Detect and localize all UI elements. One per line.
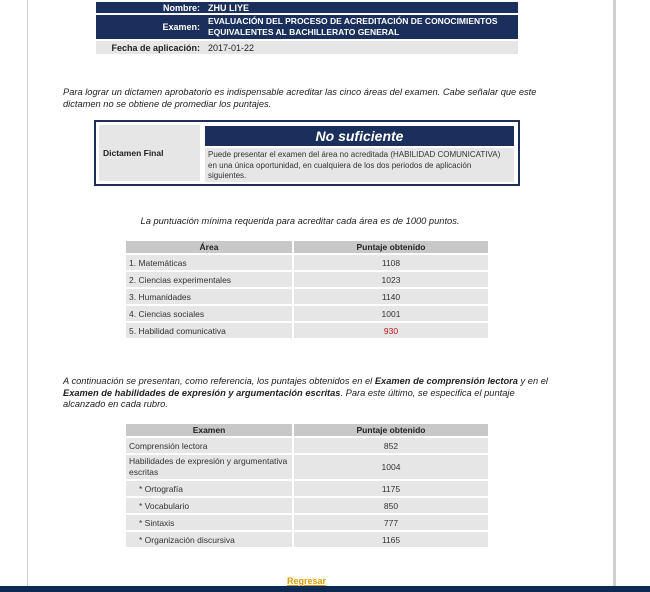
areas-header-row: [126, 241, 488, 253]
dictamen-box: [94, 120, 520, 186]
nombre-row: [96, 2, 518, 13]
exam-score: 1004: [294, 455, 488, 479]
area-name: 2. Ciencias experimentales: [126, 272, 292, 287]
exam-score: 777: [294, 515, 488, 530]
table-row: [126, 515, 488, 530]
exams-header-row: [126, 424, 488, 436]
reference-bold-1: Examen de comprensión lectora: [374, 376, 518, 386]
dictamen-label: Dictamen Final: [99, 125, 200, 181]
fecha-value: 2017-01-22: [204, 41, 518, 54]
dictamen-message: Puede presentar el examen del área no acreditada (HABILIDAD COMUNICATIVA) en una única oportunidad, en cualquiera de los dos periodos de aplicación siguientes.: [205, 148, 514, 182]
table-row: [126, 272, 488, 287]
exam-name: * Sintaxis: [126, 515, 292, 530]
fecha-row: [96, 41, 518, 54]
area-name: 4. Ciencias sociales: [126, 306, 292, 321]
area-name: 3. Humanidades: [126, 289, 292, 304]
exam-name: Comprensión lectora: [126, 438, 292, 453]
areas-header-score: Puntaje obtenido: [294, 241, 488, 253]
exam-name: * Organización discursiva: [126, 532, 292, 547]
regresar-link[interactable]: Regresar: [287, 576, 327, 586]
table-row: [126, 255, 488, 270]
exam-name: * Ortografía: [126, 481, 292, 496]
reference-text-2: y en el: [517, 376, 548, 386]
table-row: [126, 306, 488, 321]
examen-value: EVALUACIÓN DEL PROCESO DE ACREDITACIÓN DE CONOCIMIENTOS EQUIVALENTES AL BACHILLERATO GENERAL: [204, 15, 518, 39]
area-score: 1140: [294, 289, 488, 304]
areas-table: [124, 239, 490, 340]
table-row: [126, 438, 488, 453]
reference-text-3: . Para este último, se especifica el puntaje alcanzado en cada rubro.: [63, 387, 515, 409]
exam-name: * Vocabulario: [126, 498, 292, 513]
reference-bold-2: Examen de habilidades de expresión y argumentación escritas: [63, 387, 341, 398]
page-bottom-bar: [0, 586, 650, 592]
nombre-label: Nombre:: [96, 2, 204, 13]
table-row: [126, 455, 488, 479]
exam-score: 852: [294, 438, 488, 453]
table-row: [126, 289, 488, 304]
area-name: 1. Matemáticas: [126, 255, 292, 270]
area-name: 5. Habilidad comunicativa: [126, 323, 292, 338]
table-row: [126, 498, 488, 513]
exam-name: Habilidades de expresión y argumentativa escritas: [126, 455, 292, 479]
table-row: [126, 481, 488, 496]
page-right-border: [613, 0, 616, 592]
reference-paragraph: [63, 376, 549, 411]
reference-text-1: A continuación se presentan, como referencia, los puntajes obtenidos en el: [63, 376, 375, 386]
intro-paragraph: Para lograr un dictamen aprobatorio es indispensable acreditar las cinco áreas del examen. Cabe señalar que este dictamen no se obtiene de promediar los puntajes.: [63, 87, 537, 109]
table-row: [126, 532, 488, 547]
nombre-value: ZHU LIYE: [204, 2, 518, 13]
area-score-failing: 930: [294, 323, 488, 338]
exams-header-score: Puntaje obtenido: [294, 424, 488, 436]
exam-score: 1175: [294, 481, 488, 496]
exam-score: 850: [294, 498, 488, 513]
exams-table: [124, 422, 490, 549]
examen-row: [96, 15, 518, 39]
page-left-border: [27, 0, 28, 592]
fecha-label: Fecha de aplicación:: [96, 41, 204, 54]
exams-header-name: Examen: [126, 424, 292, 436]
exam-score: 1165: [294, 532, 488, 547]
areas-header-area: Área: [126, 241, 292, 253]
min-score-note: La puntuación mínima requerida para acreditar cada área es de 1000 puntos.: [140, 216, 460, 226]
candidate-info-table: [96, 0, 518, 56]
table-row: [126, 323, 488, 338]
examen-label: Examen:: [96, 15, 204, 39]
area-score: 1023: [294, 272, 488, 287]
area-score: 1001: [294, 306, 488, 321]
area-score: 1108: [294, 255, 488, 270]
dictamen-result: No suficiente: [205, 126, 514, 146]
